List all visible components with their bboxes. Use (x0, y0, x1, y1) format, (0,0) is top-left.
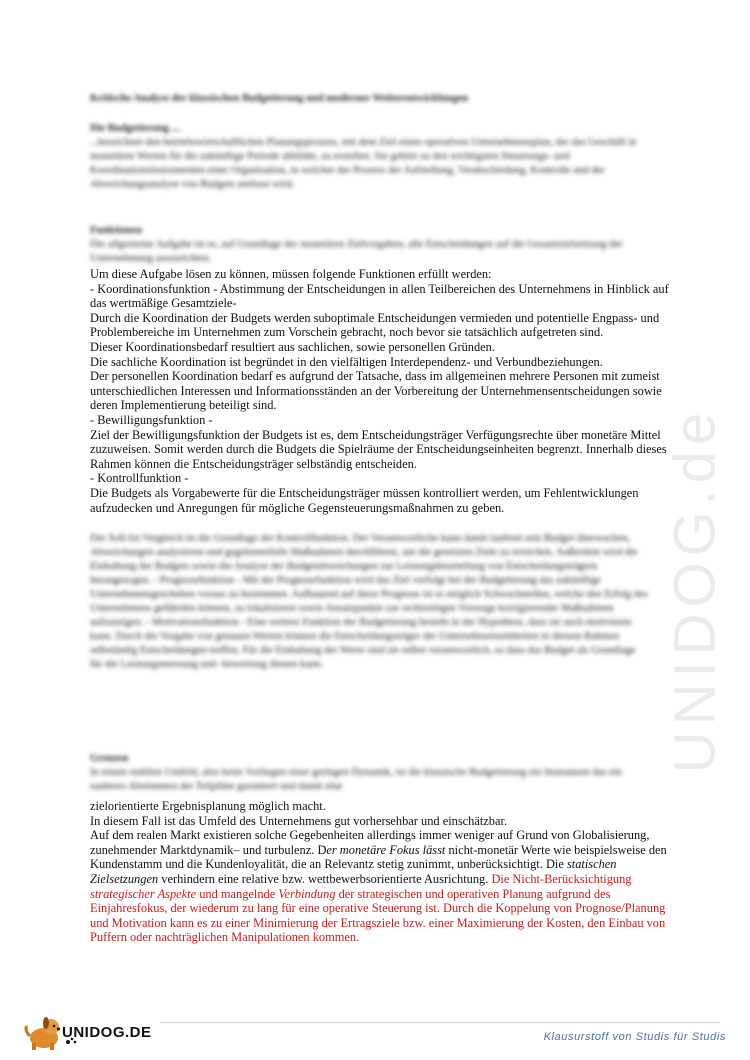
text-run: nicht-monetär Werte wie beispielsweise den Kundenstamm und die Kundenloyalität, die an Relevantz stetig zunimmt, unberücksichtigt. Die (90, 842, 667, 872)
text-line: Durch die Koordination der Budgets werden suboptimale Entscheidungen vermieden und potentielle Engpass- und Problembereiche im Unternehmen zum Vorschein gebracht, noch bevor sie tatsächlich aufgetreten sind. (90, 310, 660, 340)
footer-tagline: Klausurstoff von Studis für Studis (543, 1031, 726, 1043)
limits-paragraph-clear (90, 828, 680, 945)
text-line: Ziel der Bewilligungsfunktion der Budgets ist es, dem Entscheidungsträger Verfügungsrechte über monetäre Mittel zuzuweisen. Somit werden durch die Budgets die Spielräume der Entscheidungseinheiten begrenzt. Innerhalb dieses Rahmen können die Entscheidungsträger selbständig entscheiden. (90, 427, 667, 471)
text-run-italic: er monetäre Fokus lässt (326, 842, 446, 857)
watermark: UNIDOG.de (662, 406, 728, 774)
text-line: Die sachliche Koordination ist begründet in den vielfältigen Interdependenz- und Verbundbeziehungen. (90, 354, 603, 369)
text-line: Dieser Koordinationsbedarf resultiert aus sachlichen, sowie personellen Gründen. (90, 339, 495, 354)
functions-paragraph: Die allgemeine Aufgabe ist es, auf Grundlage der monetären Zielvorgaben, alle Entscheidungen auf die Gesamtzielsetzung der Unternehmung auszurichten. (90, 239, 623, 264)
text-line: - Koordinationsfunktion - Abstimmung der Entscheidungen in allen Teilbereichen des Unternehmens in Hinblick auf das wertmäßige Gesamtziele- (90, 281, 669, 311)
red-text-run: der strategischen und operativen Planung aufgrund des Einjahresfokus, der wiederum zu lang für eine operative Steuerung ist. Durch die Koppelung von Prognose/Planung und Motivation kann es zu einer Minimierung der Ertragsziele bzw. einer Maximierung der Kosten, den Einbau von Puffern oder nachträglichen Manipulationen kommen. (90, 886, 666, 945)
text-line: Die Budgets als Vorgabewerte für die Entscheidungsträger müssen kontrolliert werden, um Fehlentwicklungen aufzudecken und Anregungen für mögliche Gegensteuerungsmaßnahmen zu geben. (90, 485, 639, 515)
intro-heading: Die Budgetierung ... (90, 123, 180, 134)
red-text-run: und mangelnde (196, 886, 279, 901)
clear-section (90, 267, 680, 515)
clear-bottom-section (90, 799, 680, 945)
intro-paragraph: ...bezeichnet den betriebswirtschaftlichen Planungsprozess, mit dem Ziel einen operativen Unternehmensplan, der das Geschäft in monetären Werten für die zukünftige Periode abbildet, zu erstellen. Sie gehört zu den wichtigsten Steuerungs- und Koordinationsinstrumenten einer Organisation, in welcher der Prozess der Aufstellung, Verabschiedung, Kontrolle und der Abweichungsanalyse von Budgets umfasst wird. (90, 137, 637, 190)
text-run: Auf dem realen Markt existieren solche Gegebenheiten allerdings immer weniger auf Grund von Globalisierung, zunehmender Marktdynamik– und turbulenz. D (90, 828, 650, 857)
functions-heading: Funktionen (90, 225, 142, 236)
red-text-run-italic: Verbindung (278, 886, 336, 901)
text-run: verhindern eine relative bzw. wettbewerbsorientierte Ausrichtung. (158, 871, 492, 886)
control-prognosis-motivation-text: Der Soll-Ist-Vergleich ist die Grundlage der Kontrollfunktion. Der Verantwortliche kann damit laufend sein Budget überwachen, Abweichungen analysieren und gegebenenfalls Maßnahmen durchführen, um die gesetzten Ziele zu erreichen. Außerdem wird die Einhaltung der Budgets sowie die Analyse der Budgetabweichungen zur Leistungsbeurteilung von Entscheidungsträgern herangezogen. - Prognosefunktion - Mit der Prognosefunktion wird das Ziel verfolgt bei der Budgetierung das zukünftige Unternehmensgeschehen voraus zu bestimmen. Aufbauend auf diese Prognose ist es möglich Schwachstellen, welche den Erfolg des Unternehmens gefährden können, zu lokalisieren sowie Ansatzpunkte zur rechtzeitigen Vorsorge korrigierender Maßnahmen aufzuzeigen. - Motivationsfunktion - Eine weitere Funktion der Budgetierung besteht in der Hypothese, dass sie auch motivieren kann. Durch die Vorgabe von genauen Werten können die Entscheidungsträger der Unternehmenseinheiten in diesem Rahmen selbständig Entscheidungen treffen. Für die Einhaltung der Werte sind sie selbst verantwortlich, so dass das Budget als Grundlage für die Leistungsmessung und -bewertung dienen kann. (90, 533, 648, 670)
red-text-run: Die Nicht-Berücksichtigung (491, 871, 632, 886)
text-run-italic: statischen Zielsetzungen (90, 857, 617, 886)
document-title: Kritische Analyse der klassischen Budgetierung und moderner Weiterentwicklungen (90, 93, 469, 104)
footer-divider (160, 1022, 720, 1023)
text-line: - Kontrollfunktion - (90, 471, 189, 486)
text-line: zielorientierte Ergebnisplanung möglich macht. (90, 799, 326, 813)
text-line: Um diese Aufgabe lösen zu können, müssen folgende Funktionen erfüllt werden: (90, 267, 492, 281)
red-text-run-italic: strategischer Aspekte (90, 886, 197, 901)
text-line: - Bewilligungsfunktion - (90, 412, 213, 427)
limits-heading: Grenzen (90, 753, 129, 764)
logo-text: UNIDOG.DE (62, 1024, 152, 1041)
text-line: In diesem Fall ist das Umfeld des Unternehmens gut vorhersehbar und einschätzbar. (90, 813, 508, 828)
limits-paragraph: In einem stabilen Umfeld, also beim Vorliegen einer geringen Dynamik, ist die klassische Budgetierung ein Instrument das ein sauberes Abstimmen der Teilpläne garantiert und damit eine (90, 767, 622, 792)
text-line: Der personellen Koordination bedarf es aufgrund der Tatsache, dass im allgemeinen mehrere Personen mit zumeist unterschiedlichen Interessen und Informationsständen an der Vorbereitung der Unternehmensentscheidungen sowie deren Implementierung beteiligt sind. (90, 369, 662, 413)
